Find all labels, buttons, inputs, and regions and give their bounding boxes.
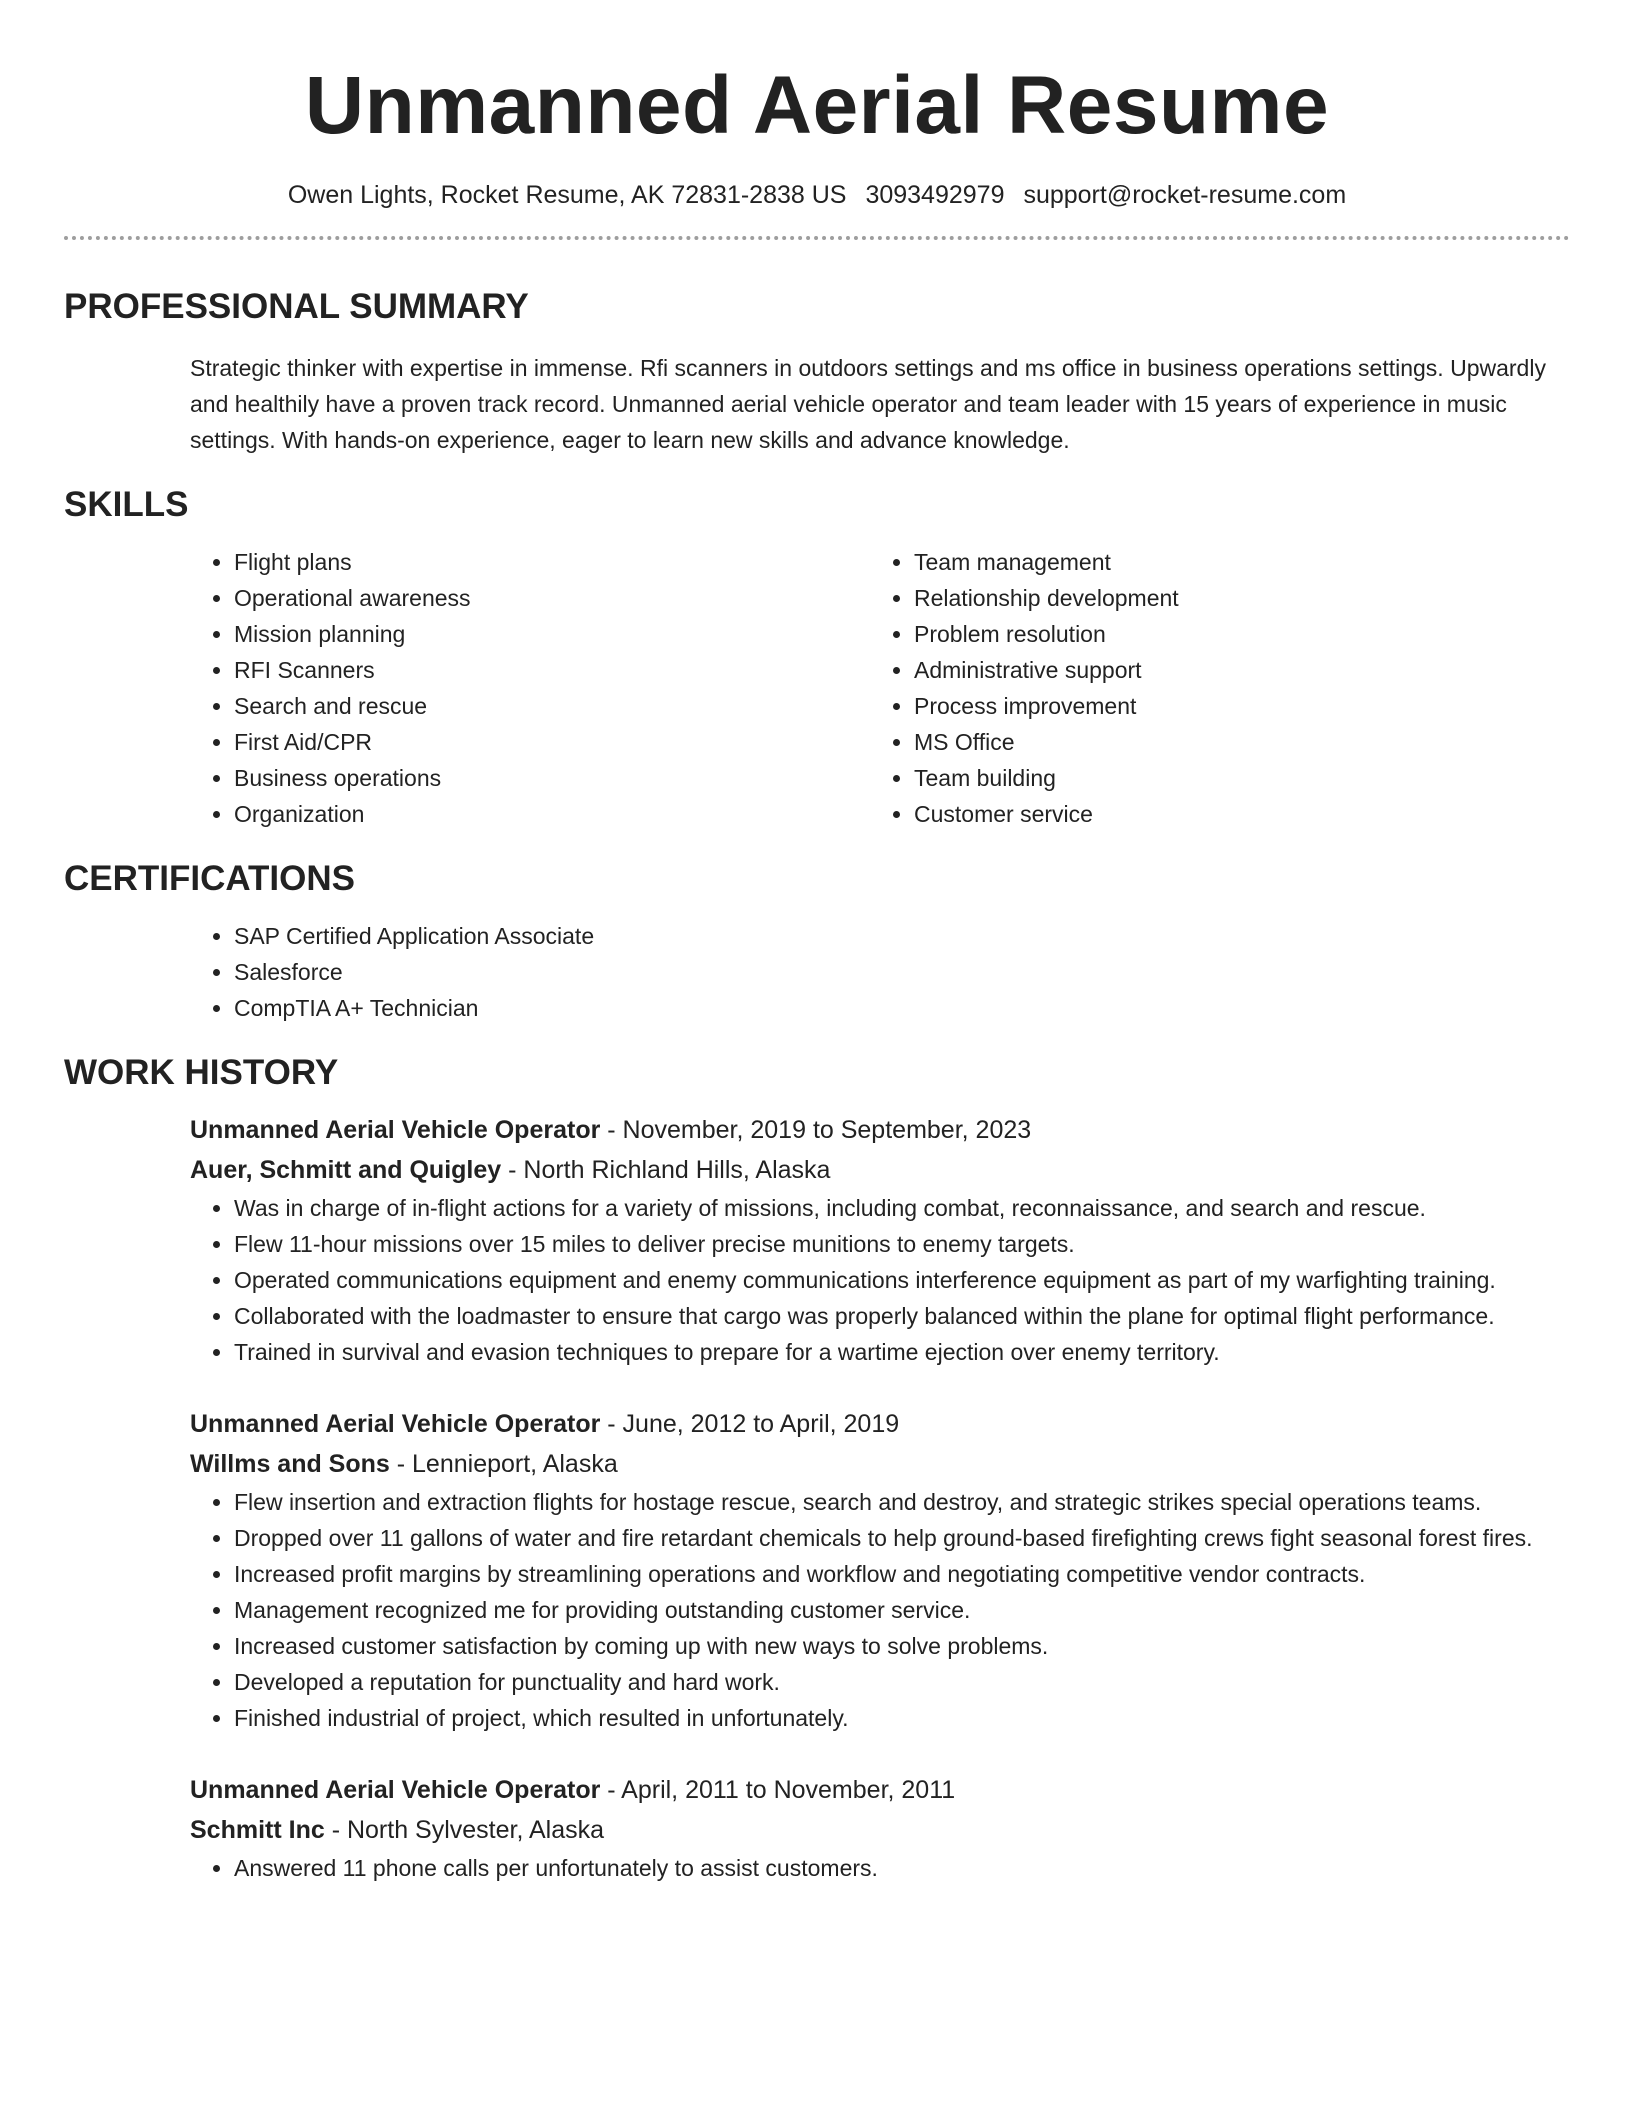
skill-item: • Administrative support xyxy=(914,652,1550,688)
job-dates: - June, 2012 to April, 2019 xyxy=(600,1410,900,1438)
job-role: Unmanned Aerial Vehicle Operator xyxy=(190,1776,601,1804)
skills-column-right xyxy=(870,544,1550,832)
job-bullet: • Operated communications equipment and enemy communications interference equipment as part of my warfighting training. xyxy=(234,1262,1570,1298)
job-role: Unmanned Aerial Vehicle Operator xyxy=(190,1116,601,1144)
certifications-heading: CERTIFICATIONS xyxy=(64,859,356,898)
contact-line xyxy=(64,180,1570,210)
contact-email: support@rocket-resume.com xyxy=(1023,181,1347,209)
job-dates: - November, 2019 to September, 2023 xyxy=(600,1116,1032,1144)
job-company-line xyxy=(190,1150,1570,1190)
skill-item: • Relationship development xyxy=(914,580,1550,616)
job-company: Auer, Schmitt and Quigley xyxy=(190,1156,502,1184)
job-role: Unmanned Aerial Vehicle Operator xyxy=(190,1410,601,1438)
job-bullet: • Flew insertion and extraction flights for hostage rescue, search and destroy, and strategic strikes special operations teams. xyxy=(234,1484,1570,1520)
skill-item: • Organization xyxy=(234,796,870,832)
contact-address: Owen Lights, Rocket Resume, AK 72831-2838 US xyxy=(287,181,847,209)
certification-item: • Salesforce xyxy=(234,954,1570,990)
job-bullet: • Trained in survival and evasion techniques to prepare for a wartime ejection over enemy territory. xyxy=(234,1334,1570,1370)
certification-item: • SAP Certified Application Associate xyxy=(234,918,1570,954)
skill-item: • Team building xyxy=(914,760,1550,796)
job-bullet: • Finished industrial of project, which resulted in unfortunately. xyxy=(234,1700,1570,1736)
skills-columns xyxy=(190,544,1570,832)
skill-item: • Flight plans xyxy=(234,544,870,580)
certification-item: • CompTIA A+ Technician xyxy=(234,990,1570,1026)
job-company-line xyxy=(190,1444,1570,1484)
job-title-line xyxy=(190,1110,1570,1150)
skill-item: • RFI Scanners xyxy=(234,652,870,688)
job-bullet: • Answered 11 phone calls per unfortunately to assist customers. xyxy=(234,1850,1570,1886)
job-bullet: • Management recognized me for providing outstanding customer service. xyxy=(234,1592,1570,1628)
work-history-heading: WORK HISTORY xyxy=(64,1053,339,1092)
skill-item: • MS Office xyxy=(914,724,1550,760)
job-company-line xyxy=(190,1810,1570,1850)
job-entry xyxy=(190,1404,1570,1736)
resume-page xyxy=(64,0,1570,1886)
header-divider xyxy=(64,236,1570,240)
job-location: - North Sylvester, Alaska xyxy=(324,1816,605,1844)
skill-item: • Operational awareness xyxy=(234,580,870,616)
summary-section xyxy=(64,286,1570,458)
job-company: Schmitt Inc xyxy=(190,1816,325,1844)
job-location: - North Richland Hills, Alaska xyxy=(501,1156,831,1184)
job-bullet: • Dropped over 11 gallons of water and fire retardant chemicals to help ground-based firefighting crews fight seasonal forest fires. xyxy=(234,1520,1570,1556)
skill-item: • Customer service xyxy=(914,796,1550,832)
job-bullet: • Collaborated with the loadmaster to ensure that cargo was properly balanced within the plane for optimal flight performance. xyxy=(234,1298,1570,1334)
job-title-line xyxy=(190,1404,1570,1444)
job-title-line xyxy=(190,1770,1570,1810)
contact-phone: 3093492979 xyxy=(865,181,1005,209)
job-entry xyxy=(190,1770,1570,1886)
work-history-section xyxy=(64,1052,1570,1886)
skills-column-left xyxy=(190,544,870,832)
job-bullet: • Developed a reputation for punctuality and hard work. xyxy=(234,1664,1570,1700)
job-bullet: • Increased profit margins by streamlining operations and workflow and negotiating competitive vendor contracts. xyxy=(234,1556,1570,1592)
skill-item: • First Aid/CPR xyxy=(234,724,870,760)
skill-item: • Problem resolution xyxy=(914,616,1550,652)
job-bullet: • Flew 11-hour missions over 15 miles to deliver precise munitions to enemy targets. xyxy=(234,1226,1570,1262)
skill-item: • Mission planning xyxy=(234,616,870,652)
summary-heading: PROFESSIONAL SUMMARY xyxy=(64,287,529,326)
skill-item: • Process improvement xyxy=(914,688,1550,724)
job-company: Willms and Sons xyxy=(190,1450,390,1478)
certifications-section xyxy=(64,858,1570,1026)
job-bullet: • Increased customer satisfaction by coming up with new ways to solve problems. xyxy=(234,1628,1570,1664)
job-entry xyxy=(190,1110,1570,1370)
job-location: - Lennieport, Alaska xyxy=(389,1450,618,1478)
skills-section xyxy=(64,484,1570,832)
skill-item: • Search and rescue xyxy=(234,688,870,724)
job-bullet: • Was in charge of in-flight actions for a variety of missions, including combat, reconnaissance, and search and rescue. xyxy=(234,1190,1570,1226)
skills-heading: SKILLS xyxy=(64,485,189,524)
skill-item: • Business operations xyxy=(234,760,870,796)
summary-text: Strategic thinker with expertise in immense. Rfi scanners in outdoors settings and ms office in business operations settings. Upwardly and healthily have a proven track record. Unmanned aerial vehicle operator and team leader with 15 years of experience in music settings. With hands-on experience, eager to learn new skills and advance knowledge. xyxy=(190,355,1546,453)
resume-title: Unmanned Aerial Resume xyxy=(304,60,1330,151)
job-dates: - April, 2011 to November, 2011 xyxy=(600,1776,956,1804)
skill-item: • Team management xyxy=(914,544,1550,580)
